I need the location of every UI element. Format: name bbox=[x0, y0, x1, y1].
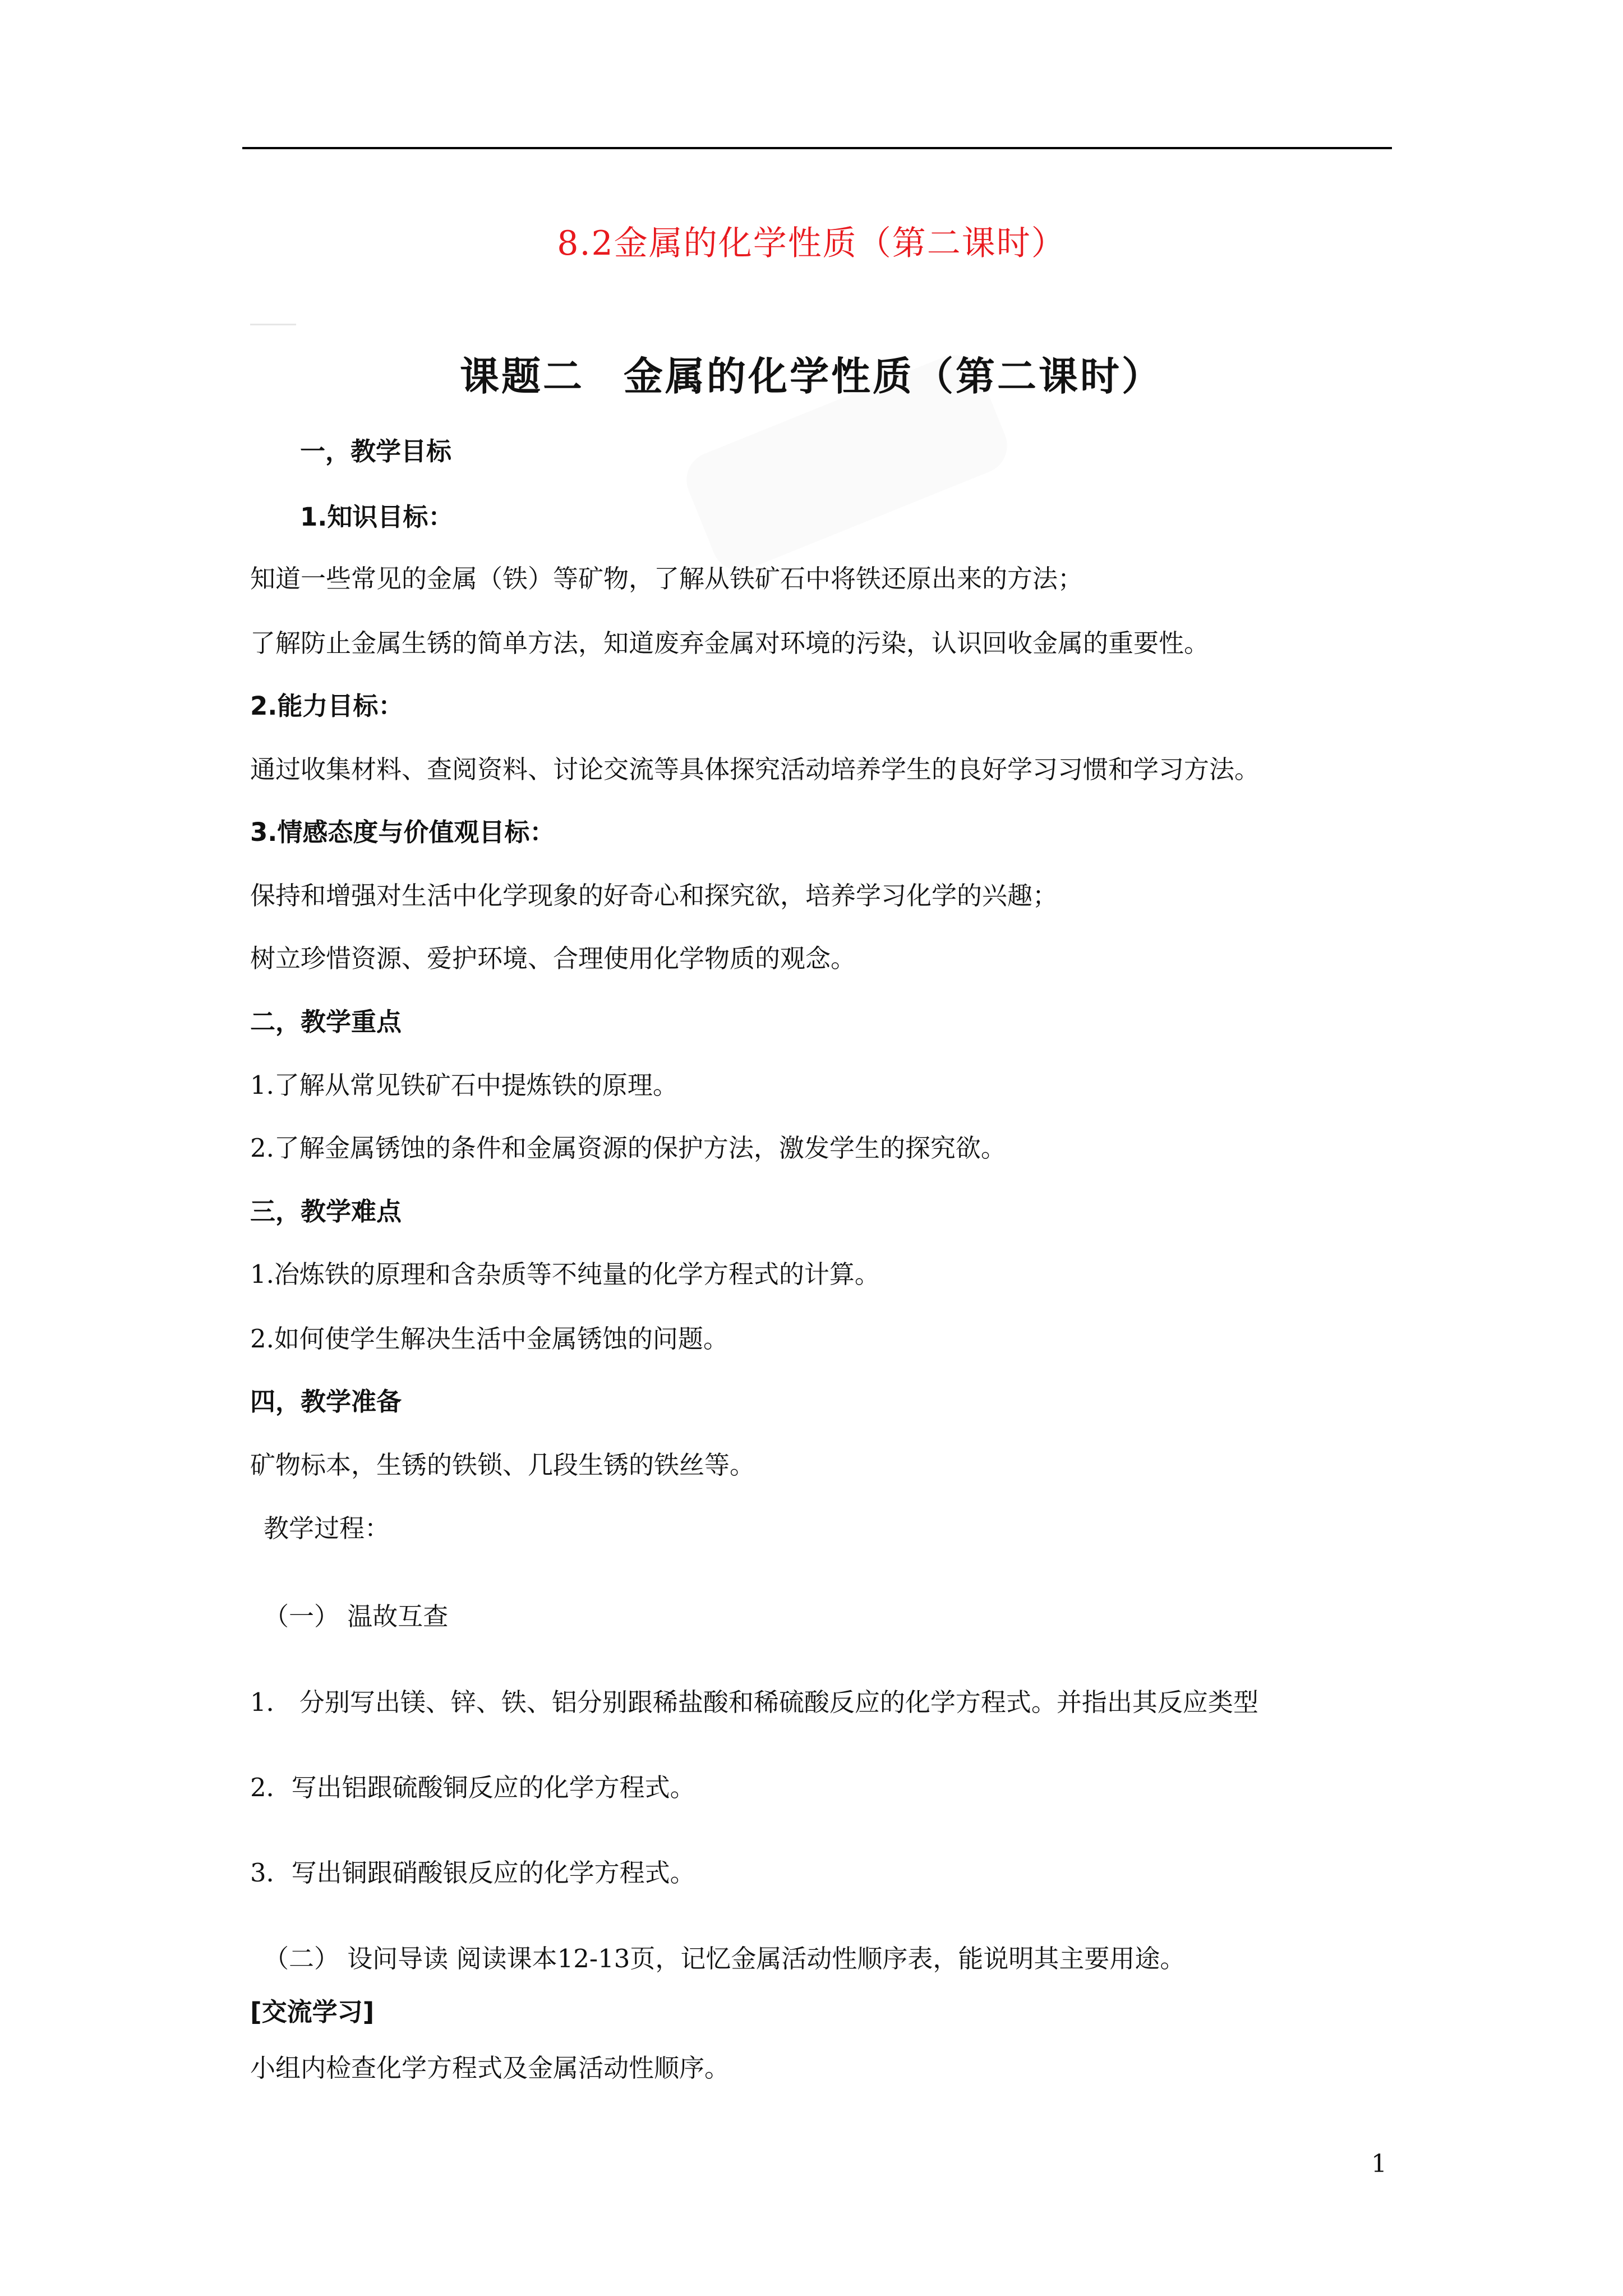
faint-mark bbox=[250, 324, 296, 325]
page-number: 1 bbox=[1371, 2150, 1387, 2178]
header-rule bbox=[242, 147, 1392, 149]
lesson-title-part1: 课题二 bbox=[460, 353, 584, 399]
lesson-title bbox=[0, 345, 1623, 402]
section-heading-preparation: 四，教学准备 bbox=[250, 1387, 402, 1416]
attitude-line-1: 保持和增强对生活中化学现象的好奇心和探究欲，培养学习化学的兴趣； bbox=[250, 881, 1058, 910]
section-heading-objectives: 一，教学目标 bbox=[300, 436, 452, 466]
part1-question-2: 2．写出铝跟硫酸铜反应的化学方程式。 bbox=[250, 1773, 695, 1802]
knowledge-line-2: 了解防止金属生锈的简单方法，知道废弃金属对环境的污染，认识回收金属的重要性。 bbox=[250, 628, 1210, 658]
process-label: 教学过程： bbox=[264, 1513, 390, 1543]
attitude-line-2: 树立珍惜资源、爱护环境、合理使用化学物质的观念。 bbox=[250, 944, 856, 973]
exchange-heading: [交流学习] bbox=[250, 1997, 375, 2027]
key-point-2: 2.了解金属锈蚀的条件和金属资源的保护方法，激发学生的探究欲。 bbox=[250, 1133, 1006, 1163]
section-heading-difficulties: 三，教学难点 bbox=[250, 1197, 402, 1226]
ability-line-1: 通过收集材料、查阅资料、讨论交流等具体探究活动培养学生的良好学习习惯和学习方法。 bbox=[250, 754, 1260, 784]
key-point-1: 1.了解从常见铁矿石中提炼铁的原理。 bbox=[250, 1070, 678, 1100]
knowledge-line-1: 知道一些常见的金属（铁）等矿物，了解从铁矿石中将铁还原出来的方法； bbox=[250, 564, 1083, 593]
preparation-line-1: 矿物标本，生锈的铁锁、几段生锈的铁丝等。 bbox=[250, 1450, 755, 1480]
lesson-title-part2: 金属的化学性质（第二课时） bbox=[624, 353, 1163, 399]
subheading-knowledge: 1.知识目标： bbox=[300, 502, 454, 532]
subheading-ability: 2.能力目标： bbox=[250, 691, 404, 721]
part2-label: （二） 设问导读 阅读课本12-13页，记忆金属活动性顺序表，能说明其主要用途。 bbox=[264, 1944, 1186, 1973]
exchange-line-1: 小组内检查化学方程式及金属活动性顺序。 bbox=[250, 2053, 730, 2083]
part1-question-3: 3．写出铜跟硝酸银反应的化学方程式。 bbox=[250, 1858, 695, 1888]
document-title: 8.2金属的化学性质（第二课时） bbox=[557, 224, 1066, 263]
part1-label: （一） 温故互查 bbox=[264, 1602, 449, 1631]
part1-question-1: 1． 分别写出镁、锌、铁、铝分别跟稀盐酸和稀硫酸反应的化学方程式。并指出其反应类型 bbox=[250, 1687, 1258, 1717]
section-heading-key-points: 二，教学重点 bbox=[250, 1007, 402, 1037]
difficulty-2: 2.如何使学生解决生活中金属锈蚀的问题。 bbox=[250, 1324, 728, 1354]
subheading-attitude: 3.情感态度与价值观目标： bbox=[250, 817, 555, 847]
difficulty-1: 1.冶炼铁的原理和含杂质等不纯量的化学方程式的计算。 bbox=[250, 1259, 880, 1289]
